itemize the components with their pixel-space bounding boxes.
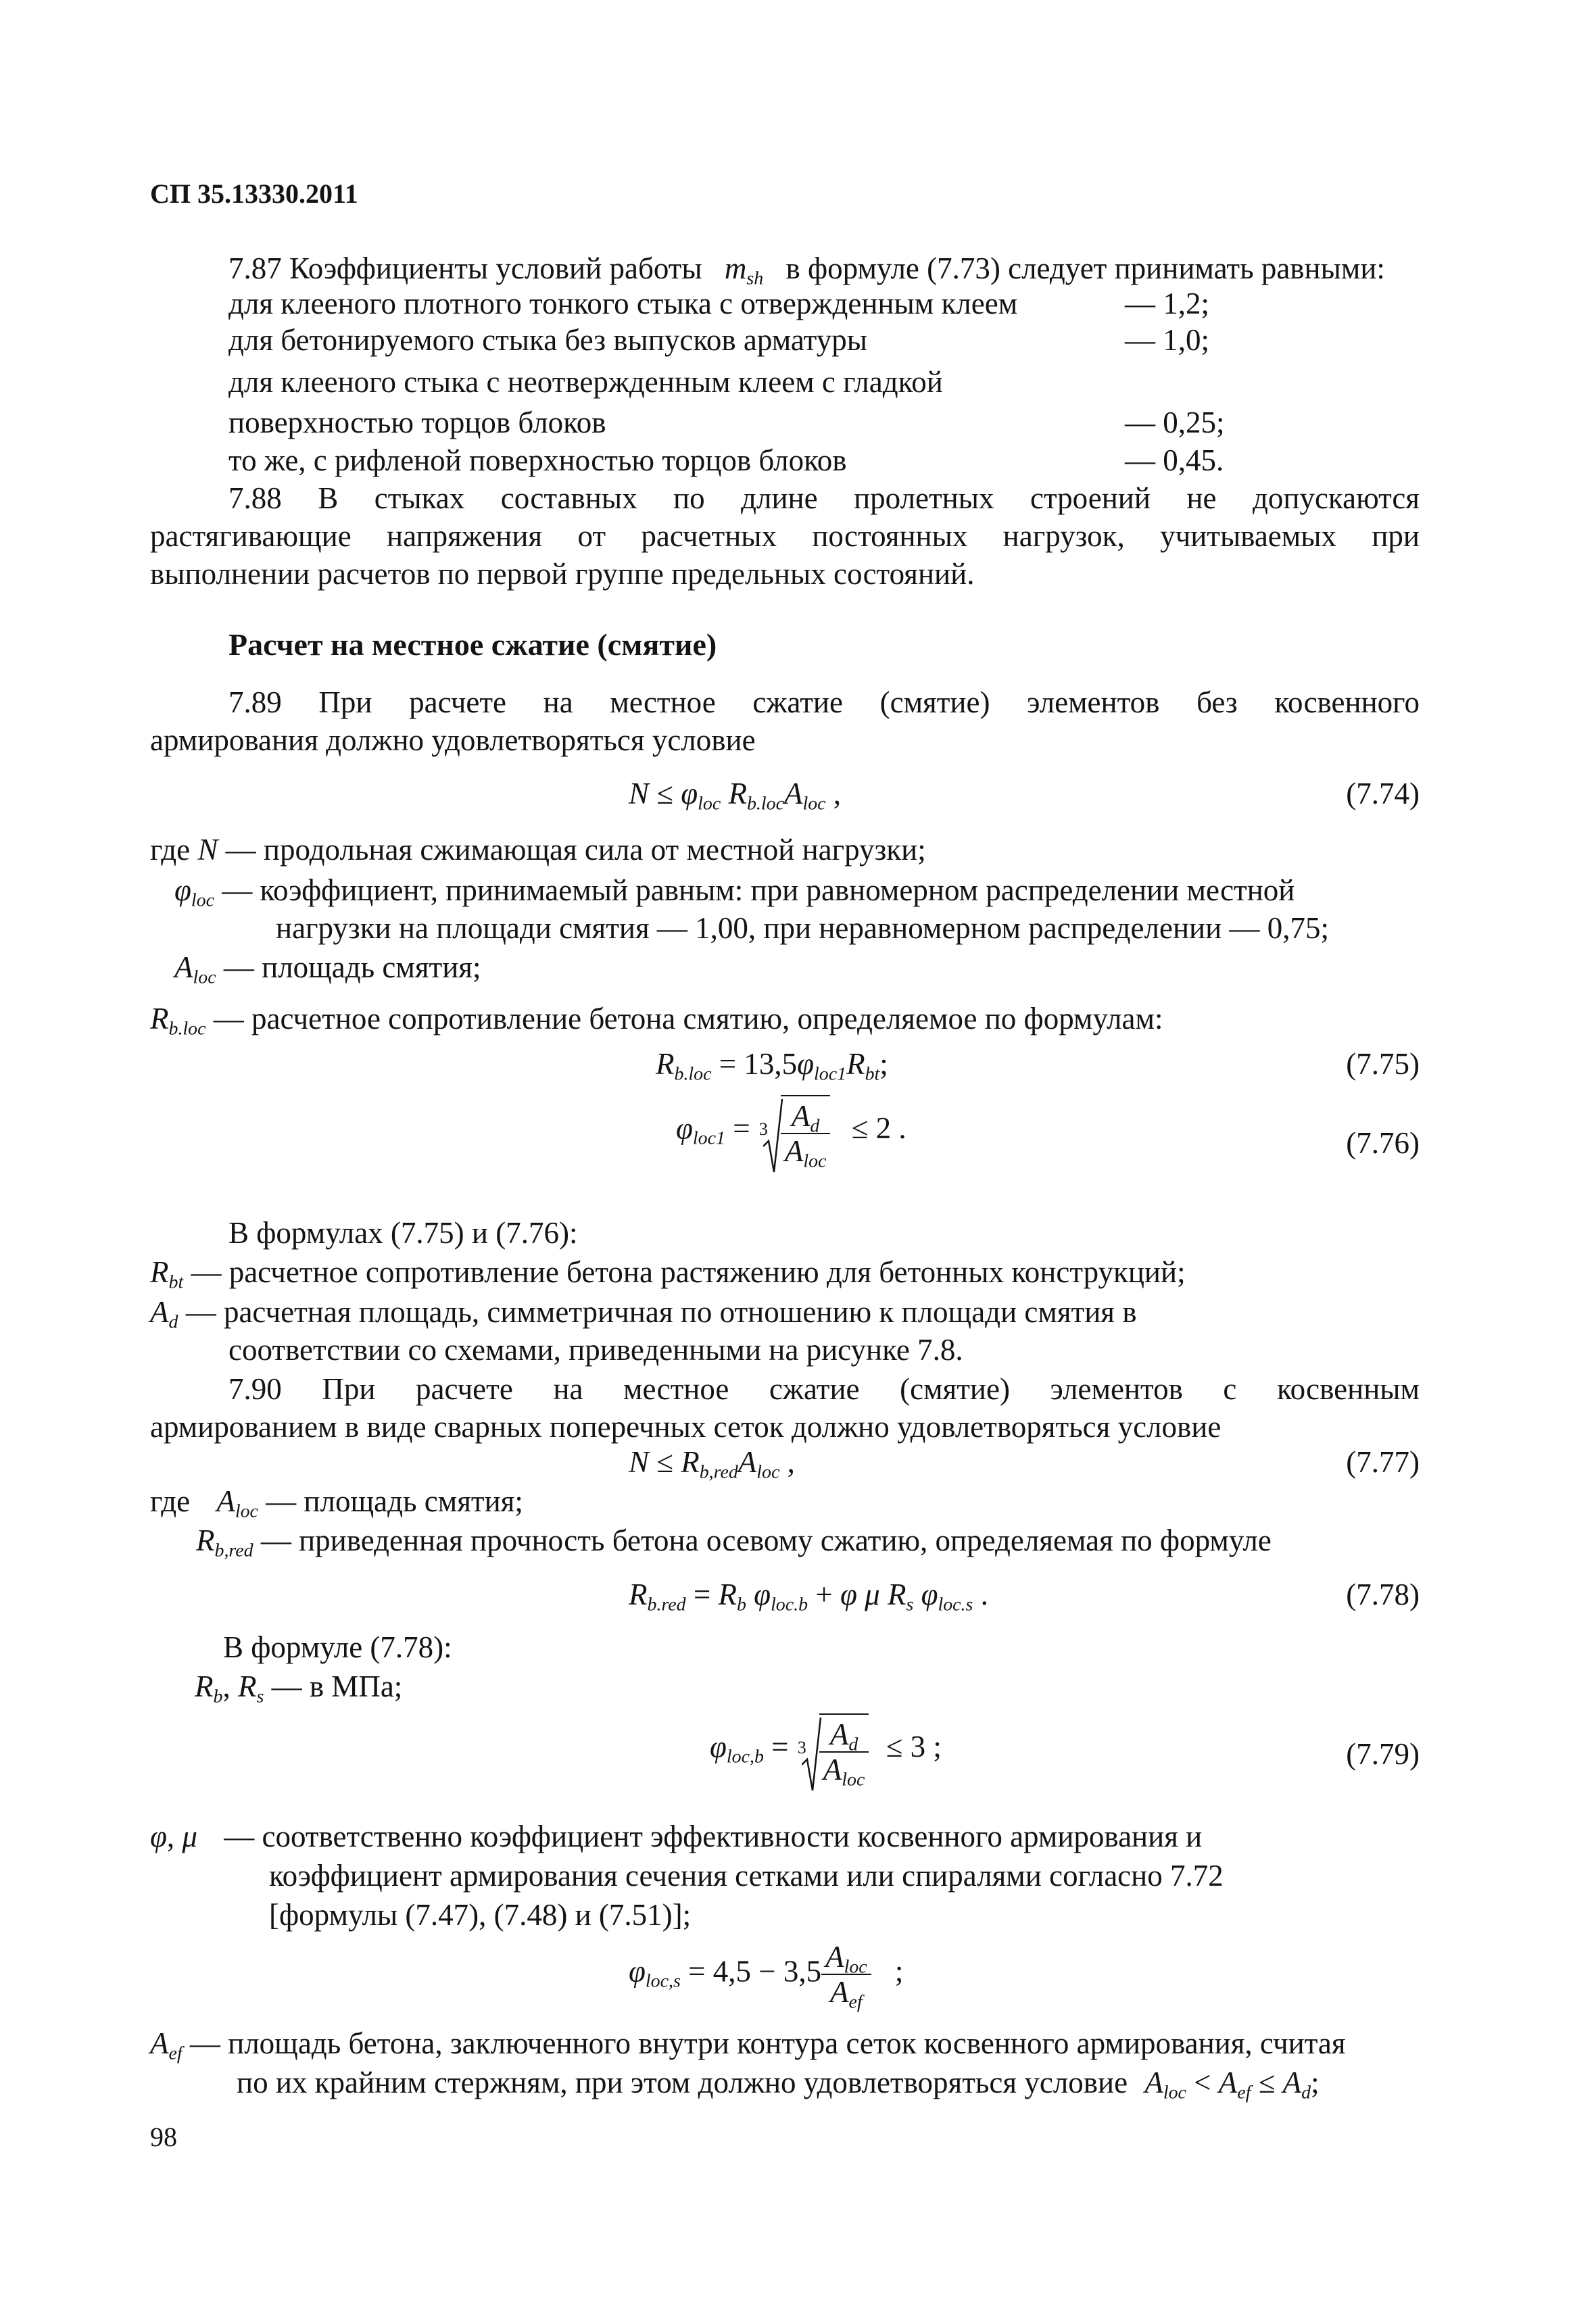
- formula-7-74: $N \le \varphi_{loc}$ $R_{b.loc}A_{loc}$ ,: [629, 777, 842, 814]
- clause-7-88-line-1: 7.88 В стыках составных по длине пролетных строений не допускаются: [228, 481, 1420, 515]
- definition-A-loc: $A_{loc}$ — площадь смятия;: [174, 950, 481, 988]
- clause-7-90-line-2: армированием в виде сварных поперечных сеток должно удовлетворяться условие: [150, 1410, 1222, 1444]
- clause-7-87-item-2: для бетонируемого стыка без выпусков арматуры: [228, 323, 867, 357]
- definition-phi-mu-cont-1: коэффициент армирования сечения сетками или спиралями согласно 7.72: [269, 1859, 1224, 1893]
- formula-7-76: $\varphi_{loc1}$ = 3 $\frac{A_d}{A_{loc}}$ ≤ 2 .: [676, 1095, 906, 1168]
- formula-7-79: $\varphi_{loc,b}$ = 3 $\frac{A_d}{A_{loc}}$ ≤ 3 ;: [710, 1713, 942, 1786]
- formula-7-78: $R_{b.red} = R_b$ $\varphi_{loc.b} + \varphi$ μ $R_s$ $\varphi_{loc.s}$ .: [629, 1578, 988, 1615]
- definition-phi-loc-cont: нагрузки на площади смятия — 1,00, при неравномерном распределении — 0,75;: [276, 911, 1329, 945]
- definition-A-loc-2: где $A_{loc}$ — площадь смятия;: [150, 1484, 523, 1522]
- clause-7-87-value-4: — 0,25;: [1125, 406, 1225, 439]
- page-number: 98: [150, 2122, 177, 2152]
- clause-7-87-value-1: — 1,2;: [1125, 287, 1210, 320]
- definition-R-bloc: $R_{b.loc}$ — расчетное сопротивление бетона смятию, определяемое по формулам:: [150, 1002, 1163, 1040]
- clause-7-87-value-2: — 1,0;: [1125, 323, 1210, 357]
- formula-intro: В формуле (7.78):: [223, 1630, 452, 1664]
- equation-number-7-79: (7.79): [1346, 1737, 1420, 1771]
- clause-7-89-line-2: армирования должно удовлетворяться условие: [150, 723, 756, 757]
- equation-number-7-77: (7.77): [1346, 1445, 1420, 1479]
- formulas-intro: В формулах (7.75) и (7.76):: [228, 1216, 578, 1250]
- formula-7-77: $N \le R_{b,red}A_{loc}$ ,: [629, 1445, 795, 1483]
- definition-N: где N — продольная сжимающая сила от местной нагрузки;: [150, 833, 926, 867]
- definition-phi-mu: φ, μ — соответственно коэффициент эффективности косвенного армирования и: [150, 1820, 1203, 1853]
- clause-7-87-item-3: для клееного стыка с неотвержденным клеем с гладкой: [228, 365, 943, 399]
- definition-R-bt: $R_{bt}$ — расчетное сопротивление бетона растяжению для бетонных конструкций;: [150, 1255, 1186, 1293]
- equation-number-7-74: (7.74): [1346, 777, 1420, 810]
- definition-A-d-cont: соответствии со схемами, приведенными на рисунке 7.8.: [228, 1333, 963, 1367]
- clause-7-89-line-1: 7.89 При расчете на местное сжатие (смятие) элементов без косвенного: [228, 685, 1420, 719]
- definition-units: $R_b$, $R_s$ — в МПа;: [195, 1670, 403, 1707]
- clause-7-87-value-5: — 0,45.: [1125, 443, 1224, 477]
- radical-sign: [802, 1717, 822, 1792]
- clause-7-87-item-1: для клееного плотного тонкого стыка с отвержденным клеем: [228, 287, 1018, 320]
- definition-R-bred: $R_{b,red}$ — приведенная прочность бетона осевому сжатию, определяемая по формуле: [196, 1524, 1272, 1561]
- equation-number-7-75: (7.75): [1346, 1047, 1420, 1081]
- definition-A-ef-cont: по их крайним стержням, при этом должно удовлетворяться условие $A_{loc} < A_{ef} \le A_d$;: [237, 2066, 1320, 2103]
- clause-7-88-line-2: растягивающие напряжения от расчетных постоянных нагрузок, учитываемых при: [150, 519, 1420, 553]
- document-header: СП 35.13330.2011: [150, 178, 358, 209]
- equation-number-7-76: (7.76): [1346, 1126, 1420, 1160]
- definition-phi-loc: $\varphi_{loc}$ — коэффициент, принимаемый равным: при равномерном распределении местной: [174, 873, 1295, 911]
- equation-number-7-78: (7.78): [1346, 1578, 1420, 1611]
- definition-A-d: $A_d$ — расчетная площадь, симметричная по отношению к площади смятия в: [150, 1295, 1137, 1333]
- radical-sign: [763, 1099, 783, 1173]
- definition-A-ef: $A_{ef}$ — площадь бетона, заключенного внутри контура сеток косвенного армирования, считая: [150, 2026, 1346, 2064]
- clause-7-90-line-1: 7.90 При расчете на местное сжатие (смятие) элементов с косвенным: [228, 1372, 1420, 1406]
- clause-7-87-item-4: поверхностью торцов блоков: [228, 406, 606, 439]
- formula-phi-loc-s: $\varphi_{loc,s} = 4,5 - 3,5$ $\frac{A_{loc}}{A_{ef}}$ ;: [629, 1940, 904, 2013]
- clause-7-88-line-3: выполнении расчетов по первой группе предельных состояний.: [150, 557, 975, 591]
- section-heading: Расчет на местное сжатие (смятие): [228, 627, 717, 662]
- formula-7-75: $R_{b.loc} = 13,5\varphi_{loc1}R_{bt}$;: [656, 1047, 888, 1085]
- clause-7-87-intro: 7.87 Коэффициенты условий работы $m_{sh}$ в формуле (7.73) следует принимать равными:: [228, 251, 1385, 289]
- clause-7-87-item-5: то же, с рифленой поверхностью торцов блоков: [228, 443, 847, 477]
- definition-phi-mu-cont-2: [формулы (7.47), (7.48) и (7.51)];: [269, 1898, 692, 1932]
